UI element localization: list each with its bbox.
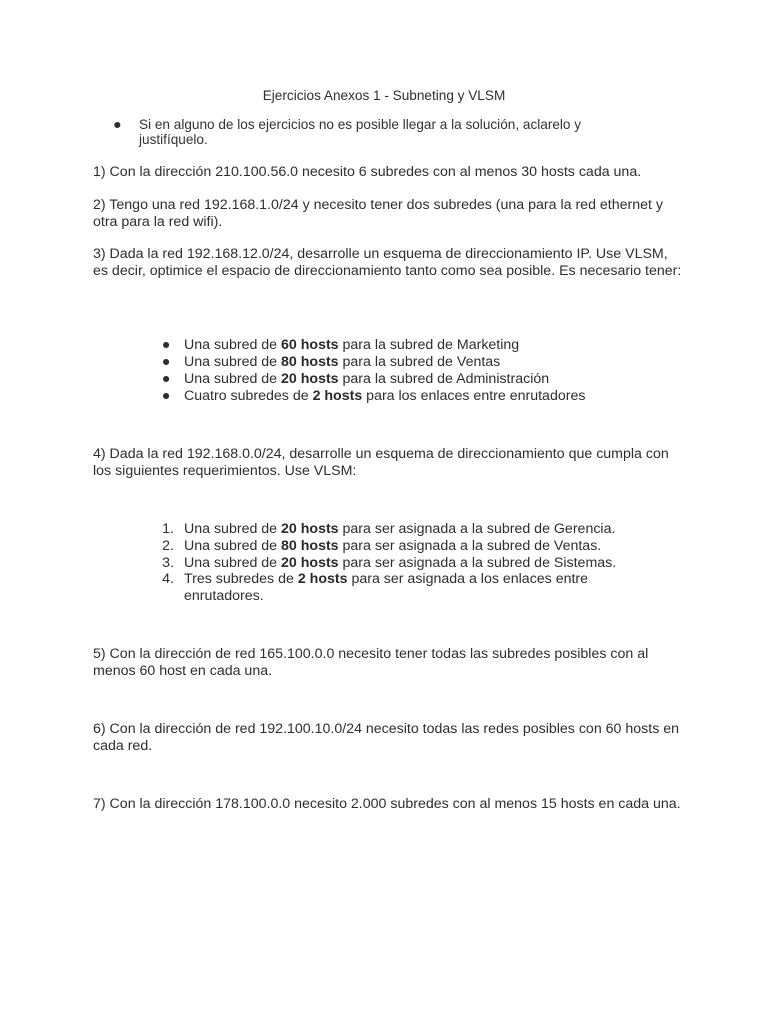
list-number: 3. [162, 555, 174, 571]
list-item-text: Una subred de 80 hosts para la subred de Ventas [184, 354, 501, 370]
exercise-6: 6) Con la dirección de red 192.100.10.0/24 necesito todas las redes posibles con 60 hosts en cada red. [93, 721, 680, 754]
note-text: Si en alguno de los ejercicios no es posible llegar a la solución, aclarelo y justifíquelo. [139, 117, 582, 147]
list-item-text: Una subred de 20 hosts para la subred de Administración [184, 371, 550, 387]
document-title: Ejercicios Anexos 1 - Subneting y VLSM [262, 88, 506, 103]
exercise-4-intro: 4) Dada la red 192.168.0.0/24, desarrolle un esquema de direccionamiento que cumpla con los siguientes requerimientos. Use VLSM: [93, 446, 669, 479]
list-number: 2. [162, 538, 174, 554]
exercise-5: 5) Con la dirección de red 165.100.0.0 necesito tener todas las subredes posibles con al menos 60 host en cada una. [93, 646, 649, 679]
list-item-text: Una subred de 60 hosts para la subred de Marketing [184, 337, 520, 353]
exercise-1: 1) Con la dirección 210.100.56.0 necesito 6 subredes con al menos 30 hosts cada una. [93, 164, 642, 180]
list-number: 1. [162, 521, 174, 537]
list-number: 4. [162, 571, 174, 587]
exercise-3-intro: 3) Dada la red 192.168.12.0/24, desarrolle un esquema de direccionamiento IP. Use VLSM, es decir, optimice el espacio de direccionamiento tanto como sea posible. Es necesario tener: [93, 246, 682, 279]
list-item-text: Una subred de 20 hosts para ser asignada a la subred de Gerencia. [184, 521, 616, 537]
list-bullet: ● [161, 388, 171, 404]
list-bullet: ● [161, 354, 171, 370]
list-bullet: ● [161, 337, 171, 353]
list-bullet: ● [161, 371, 171, 387]
list-item-text: Una subred de 20 hosts para ser asignada a la subred de Sistemas. [184, 555, 617, 571]
note-bullet: ● [113, 117, 122, 133]
exercise-2: 2) Tengo una red 192.168.1.0/24 y necesito tener dos subredes (una para la red ethernet y otra para la red wifi). [93, 197, 663, 230]
exercise-7: 7) Con la dirección 178.100.0.0 necesito 2.000 subredes con al menos 15 hosts en cada una. [93, 796, 681, 812]
list-item-text: Tres subredes de 2 hosts para ser asignada a los enlaces entre enrutadores. [184, 571, 589, 604]
list-item-text: Cuatro subredes de 2 hosts para los enlaces entre enrutadores [184, 388, 586, 404]
list-item-text: Una subred de 80 hosts para ser asignada a la subred de Ventas. [184, 538, 602, 554]
